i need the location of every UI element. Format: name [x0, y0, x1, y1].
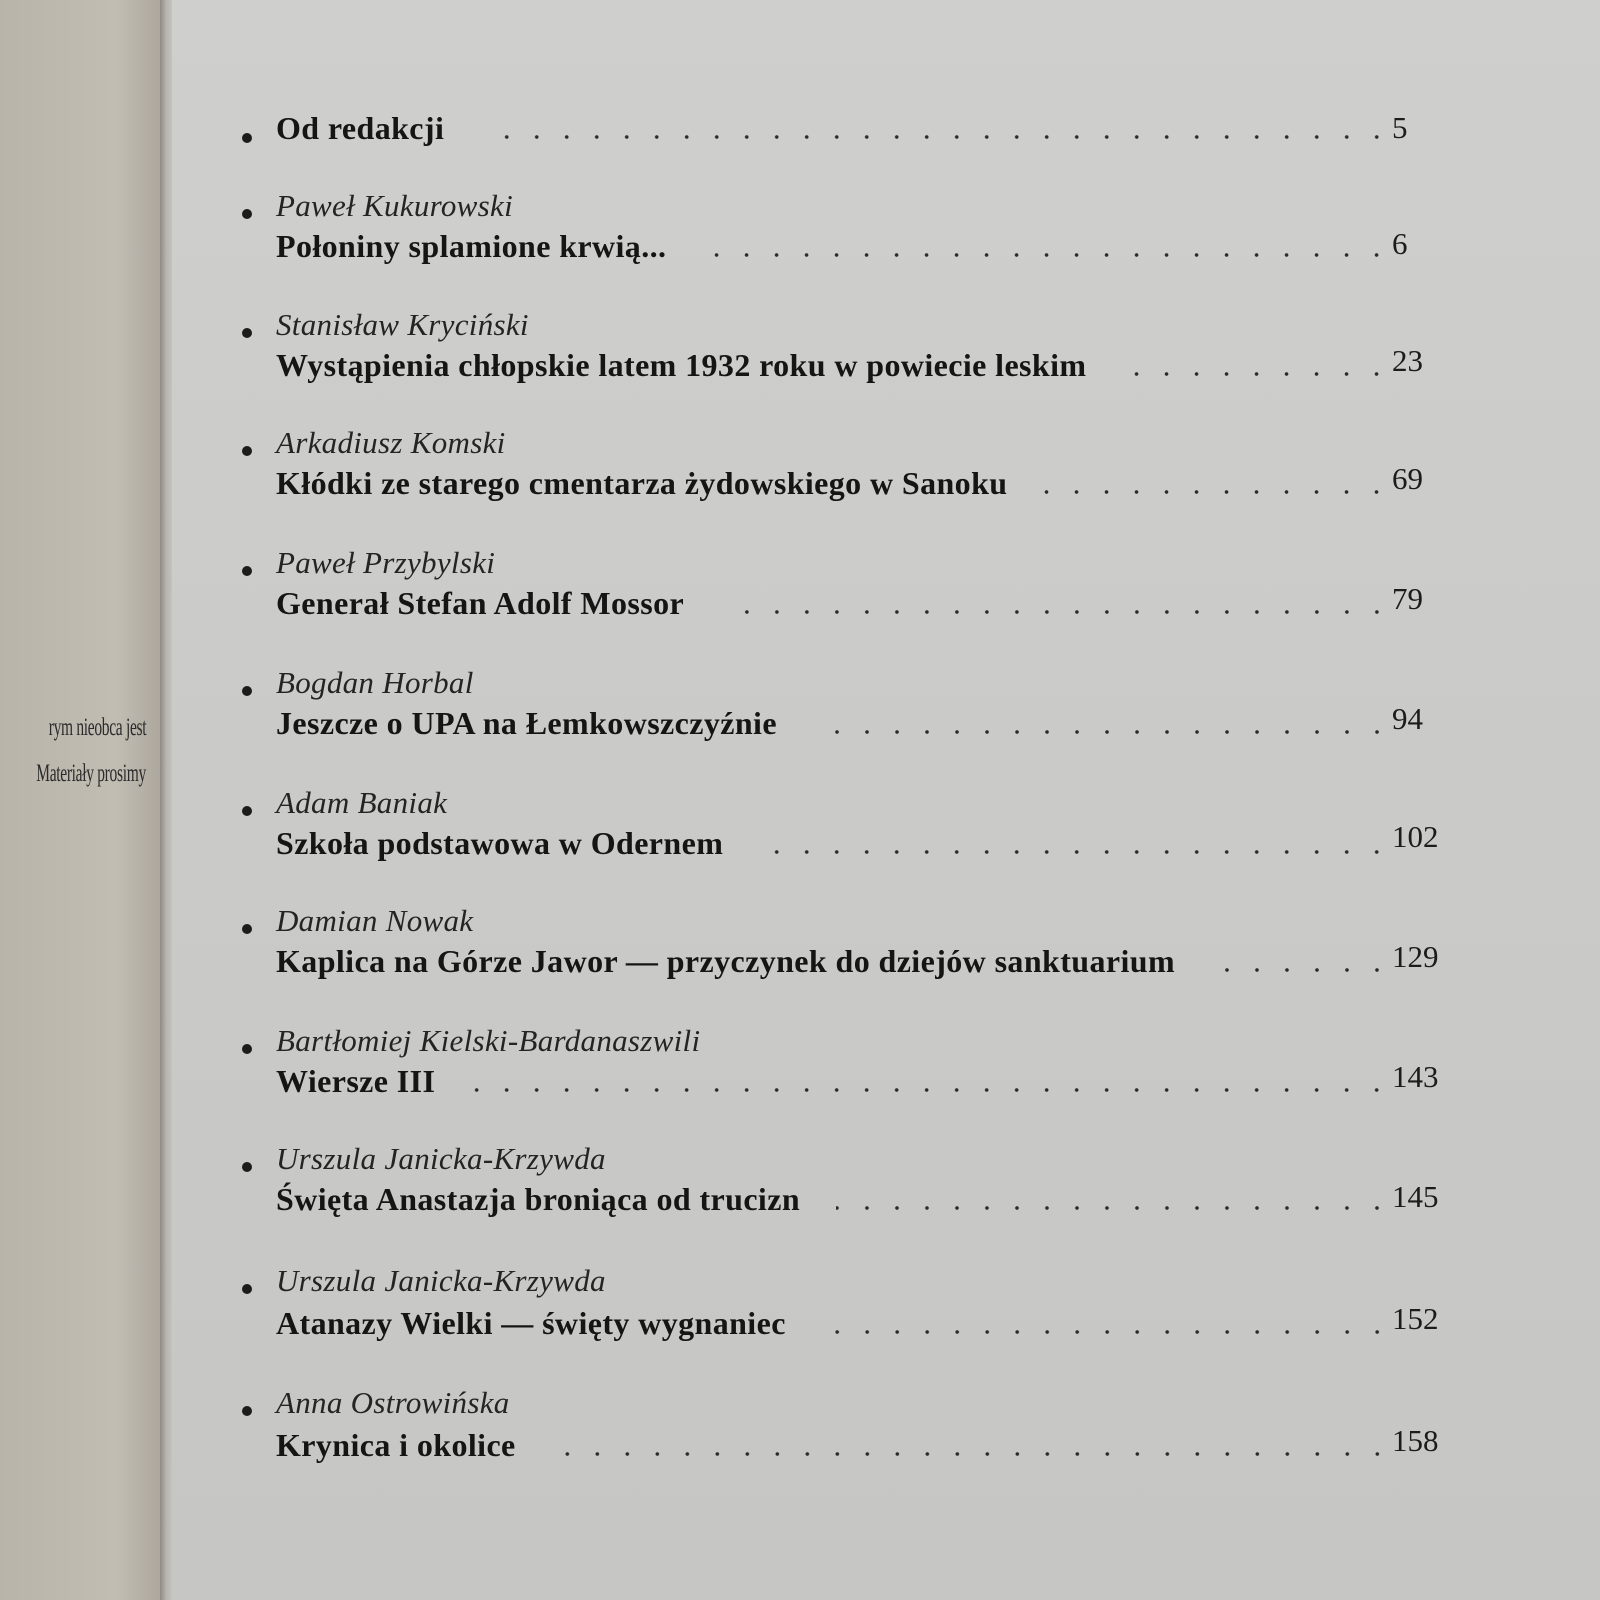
- toc-page-number: 152: [1392, 1301, 1439, 1336]
- toc-title-row: [276, 943, 1412, 980]
- toc-title-row: [276, 705, 1412, 742]
- bullet-icon: [242, 1284, 252, 1294]
- bullet-icon: [242, 209, 252, 219]
- dot-leader: [1211, 968, 1392, 972]
- left-page-text-line: rym nieobca jest: [48, 714, 146, 741]
- bullet-icon: [242, 1162, 252, 1172]
- toc-page-number: 5: [1392, 110, 1408, 145]
- toc-title: Szkoła podstawowa w Odernem: [276, 825, 724, 861]
- left-page-text-line: Materiały prosimy: [36, 760, 146, 787]
- dot-leader: [702, 253, 1392, 257]
- table-of-contents: [172, 0, 1600, 1600]
- dot-leader: [759, 850, 1392, 854]
- toc-title: Wystąpienia chłopskie latem 1932 roku w powiecie leskim: [276, 347, 1087, 383]
- toc-title: Jeszcze o UPA na Łemkowszczyźnie: [276, 705, 777, 741]
- toc-title-row: [276, 1427, 1412, 1464]
- toc-page-number: 23: [1392, 343, 1423, 378]
- toc-title-row: [276, 465, 1412, 502]
- toc-author: Urszula Janicka-Krzywda: [276, 1141, 606, 1176]
- toc-author: Damian Nowak: [276, 903, 474, 938]
- toc-title: Kłódki ze starego cmentarza żydowskiego w Sanoku: [276, 465, 1008, 501]
- toc-author: Urszula Janicka-Krzywda: [276, 1263, 606, 1298]
- dot-leader: [1122, 372, 1392, 376]
- dot-leader: [822, 1330, 1392, 1334]
- toc-title-row: [276, 110, 1412, 147]
- dot-leader: [471, 1088, 1392, 1092]
- dot-leader: [813, 730, 1392, 734]
- toc-page-number: 143: [1392, 1059, 1439, 1094]
- dot-leader: [480, 135, 1392, 139]
- toc-title-row: [276, 1063, 1412, 1100]
- toc-title: Atanazy Wielki — święty wygnaniec: [276, 1305, 786, 1341]
- toc-author: Anna Ostrowińska: [276, 1385, 510, 1420]
- toc-title: Kaplica na Górze Jawor — przyczynek do dziejów sanktuarium: [276, 943, 1176, 979]
- toc-page-number: 79: [1392, 581, 1423, 616]
- toc-author: Stanisław Kryciński: [276, 307, 529, 342]
- dot-leader: [720, 610, 1392, 614]
- bullet-icon: [242, 566, 252, 576]
- toc-author: Paweł Kukurowski: [276, 188, 513, 223]
- bullet-icon: [242, 1044, 252, 1054]
- toc-page-number: 145: [1392, 1179, 1439, 1214]
- toc-page-number: 102: [1392, 819, 1439, 854]
- right-page: [172, 0, 1600, 1600]
- toc-title-row: [276, 825, 1412, 862]
- toc-page-number: 158: [1392, 1423, 1439, 1458]
- toc-title: Święta Anastazja broniąca od trucizn: [276, 1181, 801, 1217]
- toc-title-row: [276, 347, 1412, 384]
- toc-author: Arkadiusz Komski: [276, 425, 506, 460]
- dot-leader: [1043, 490, 1392, 494]
- toc-author: Bogdan Horbal: [276, 665, 474, 700]
- dot-leader: [836, 1206, 1392, 1210]
- bullet-icon: [242, 446, 252, 456]
- bullet-icon: [242, 133, 252, 143]
- toc-title-row: [276, 585, 1412, 622]
- toc-page-number: 69: [1392, 461, 1423, 496]
- left-page: [0, 0, 166, 1600]
- toc-title: Generał Stefan Adolf Mossor: [276, 585, 685, 621]
- toc-title: Wiersze III: [276, 1063, 436, 1099]
- toc-page-number: 94: [1392, 701, 1423, 736]
- toc-title: Połoniny splamione krwią...: [276, 228, 667, 264]
- toc-title: Krynica i okolice: [276, 1427, 516, 1463]
- toc-title-row: [276, 228, 1412, 265]
- toc-author: Bartłomiej Kielski-Bardanaszwili: [276, 1023, 701, 1058]
- toc-title: Od redakcji: [276, 110, 445, 146]
- bullet-icon: [242, 328, 252, 338]
- bullet-icon: [242, 806, 252, 816]
- toc-author: Paweł Przybylski: [276, 545, 496, 580]
- bullet-icon: [242, 686, 252, 696]
- toc-title-row: [276, 1181, 1412, 1218]
- toc-page-number: 129: [1392, 939, 1439, 974]
- toc-page-number: 6: [1392, 226, 1408, 261]
- bullet-icon: [242, 924, 252, 934]
- toc-title-row: [276, 1305, 1412, 1342]
- toc-author: Adam Baniak: [276, 785, 448, 820]
- bullet-icon: [242, 1406, 252, 1416]
- dot-leader: [552, 1452, 1392, 1456]
